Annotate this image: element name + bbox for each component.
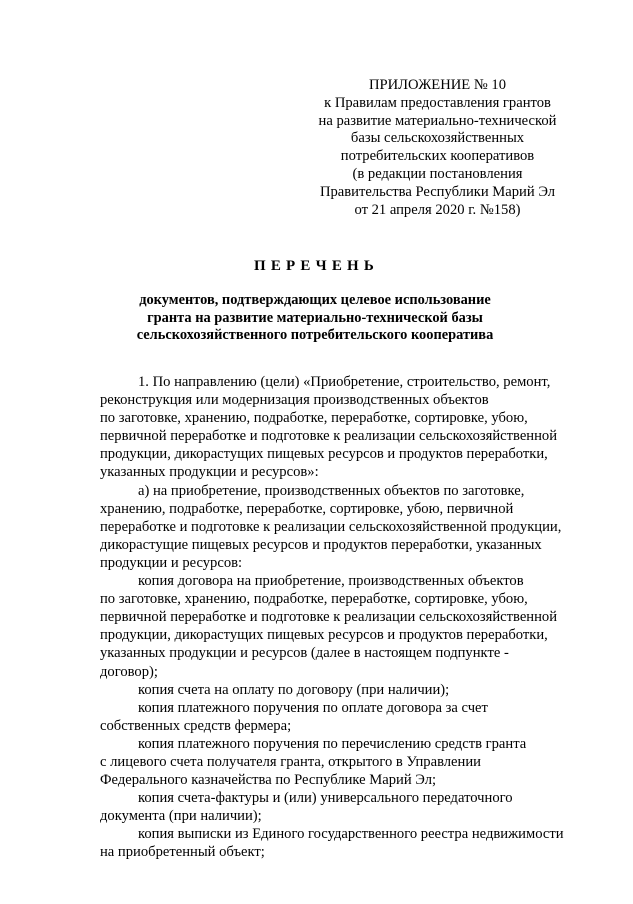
- text-line: собственных средств фермера;: [100, 717, 292, 734]
- text-line: договор);: [100, 663, 158, 680]
- text-line: продукции, дикорастущих пищевых ресурсов и продуктов переработки,: [100, 627, 548, 644]
- appendix-line: потребительских кооперативов: [340, 148, 535, 165]
- text-line: указанных продукции и ресурсов (далее в настоящем подпункте -: [100, 645, 509, 662]
- text-line: копия выписки из Единого государственного реестра недвижимости: [138, 826, 564, 843]
- text-line: а) на приобретение, производственных объектов по заготовке,: [138, 482, 525, 499]
- text-line: по заготовке, хранению, подработке, переработке, сортировке, убою,: [100, 591, 528, 608]
- text-line: указанных продукции и ресурсов»:: [100, 464, 319, 481]
- paragraph-invoice-facture: [100, 789, 570, 825]
- text-line: хранению, подработке, переработке, сортировке, убою, первичной: [100, 500, 514, 517]
- document-body: [100, 373, 570, 862]
- text-line: Федерального казначейства по Республике Марий Эл;: [100, 772, 437, 789]
- text-line: первичной переработке и подготовке к реализации сельскохозяйственной: [100, 609, 558, 626]
- paragraph-subitem-a: [100, 482, 570, 572]
- appendix-header: [300, 77, 575, 219]
- subtitle-line: сельскохозяйственного потребительского кооператива: [136, 327, 494, 343]
- subtitle-line: гранта на развитие материально-технической базы: [147, 309, 483, 326]
- text-line: с лицевого счета получателя гранта, открытого в Управлении: [100, 753, 481, 770]
- text-line: продукции и ресурсов:: [100, 554, 243, 571]
- appendix-line: (в редакции постановления: [352, 165, 523, 182]
- text-line: копия платежного поручения по оплате договора за счет: [138, 699, 488, 716]
- paragraph-invoice-copy: [100, 681, 570, 699]
- text-line: документа (при наличии);: [100, 808, 262, 825]
- appendix-line: базы сельскохозяйственных: [350, 130, 525, 147]
- text-line: дикорастущие пищевых ресурсов и продуктов переработки, указанных: [100, 536, 542, 553]
- text-line: копия договора на приобретение, производственных объектов: [138, 573, 524, 590]
- text-line: по заготовке, хранению, подработке, переработке, сортировке, убою,: [100, 410, 528, 427]
- appendix-line: Правительства Республики Марий Эл: [319, 183, 556, 200]
- text-line: копия платежного поручения по перечислению средств гранта: [138, 735, 527, 752]
- paragraph-registry-extract: [100, 825, 570, 861]
- text-line: первичной переработке и подготовке к реализации сельскохозяйственной: [100, 428, 558, 445]
- text-line: 1. По направлению (цели) «Приобретение, строительство, ремонт,: [138, 374, 551, 390]
- text-line: переработке и подготовке к реализации сельскохозяйственной продукции,: [100, 518, 562, 535]
- appendix-line: на развитие материально-технической: [318, 112, 557, 129]
- paragraph-item-1: [100, 373, 570, 482]
- appendix-line: ПРИЛОЖЕНИЕ № 10: [368, 77, 507, 93]
- appendix-line: от 21 апреля 2020 г. №158): [354, 201, 521, 218]
- text-line: продукции, дикорастущих пищевых ресурсов и продуктов переработки,: [100, 446, 548, 463]
- document-title: ПЕРЕЧЕНЬ: [253, 258, 380, 274]
- appendix-line: к Правилам предоставления грантов: [324, 94, 551, 111]
- text-line: реконструкция или модернизация производственных объектов: [100, 392, 489, 409]
- text-line: на приобретенный объект;: [100, 844, 265, 861]
- document-subtitle: [100, 292, 530, 345]
- paragraph-payment-order: [100, 699, 570, 735]
- paragraph-contract-copy: [100, 572, 570, 681]
- paragraph-grant-transfer: [100, 735, 570, 789]
- text-line: копия счета-фактуры и (или) универсального передаточного: [138, 790, 513, 807]
- text-line: копия счета на оплату по договору (при наличии);: [138, 681, 450, 698]
- subtitle-line: документов, подтверждающих целевое использование: [139, 292, 491, 308]
